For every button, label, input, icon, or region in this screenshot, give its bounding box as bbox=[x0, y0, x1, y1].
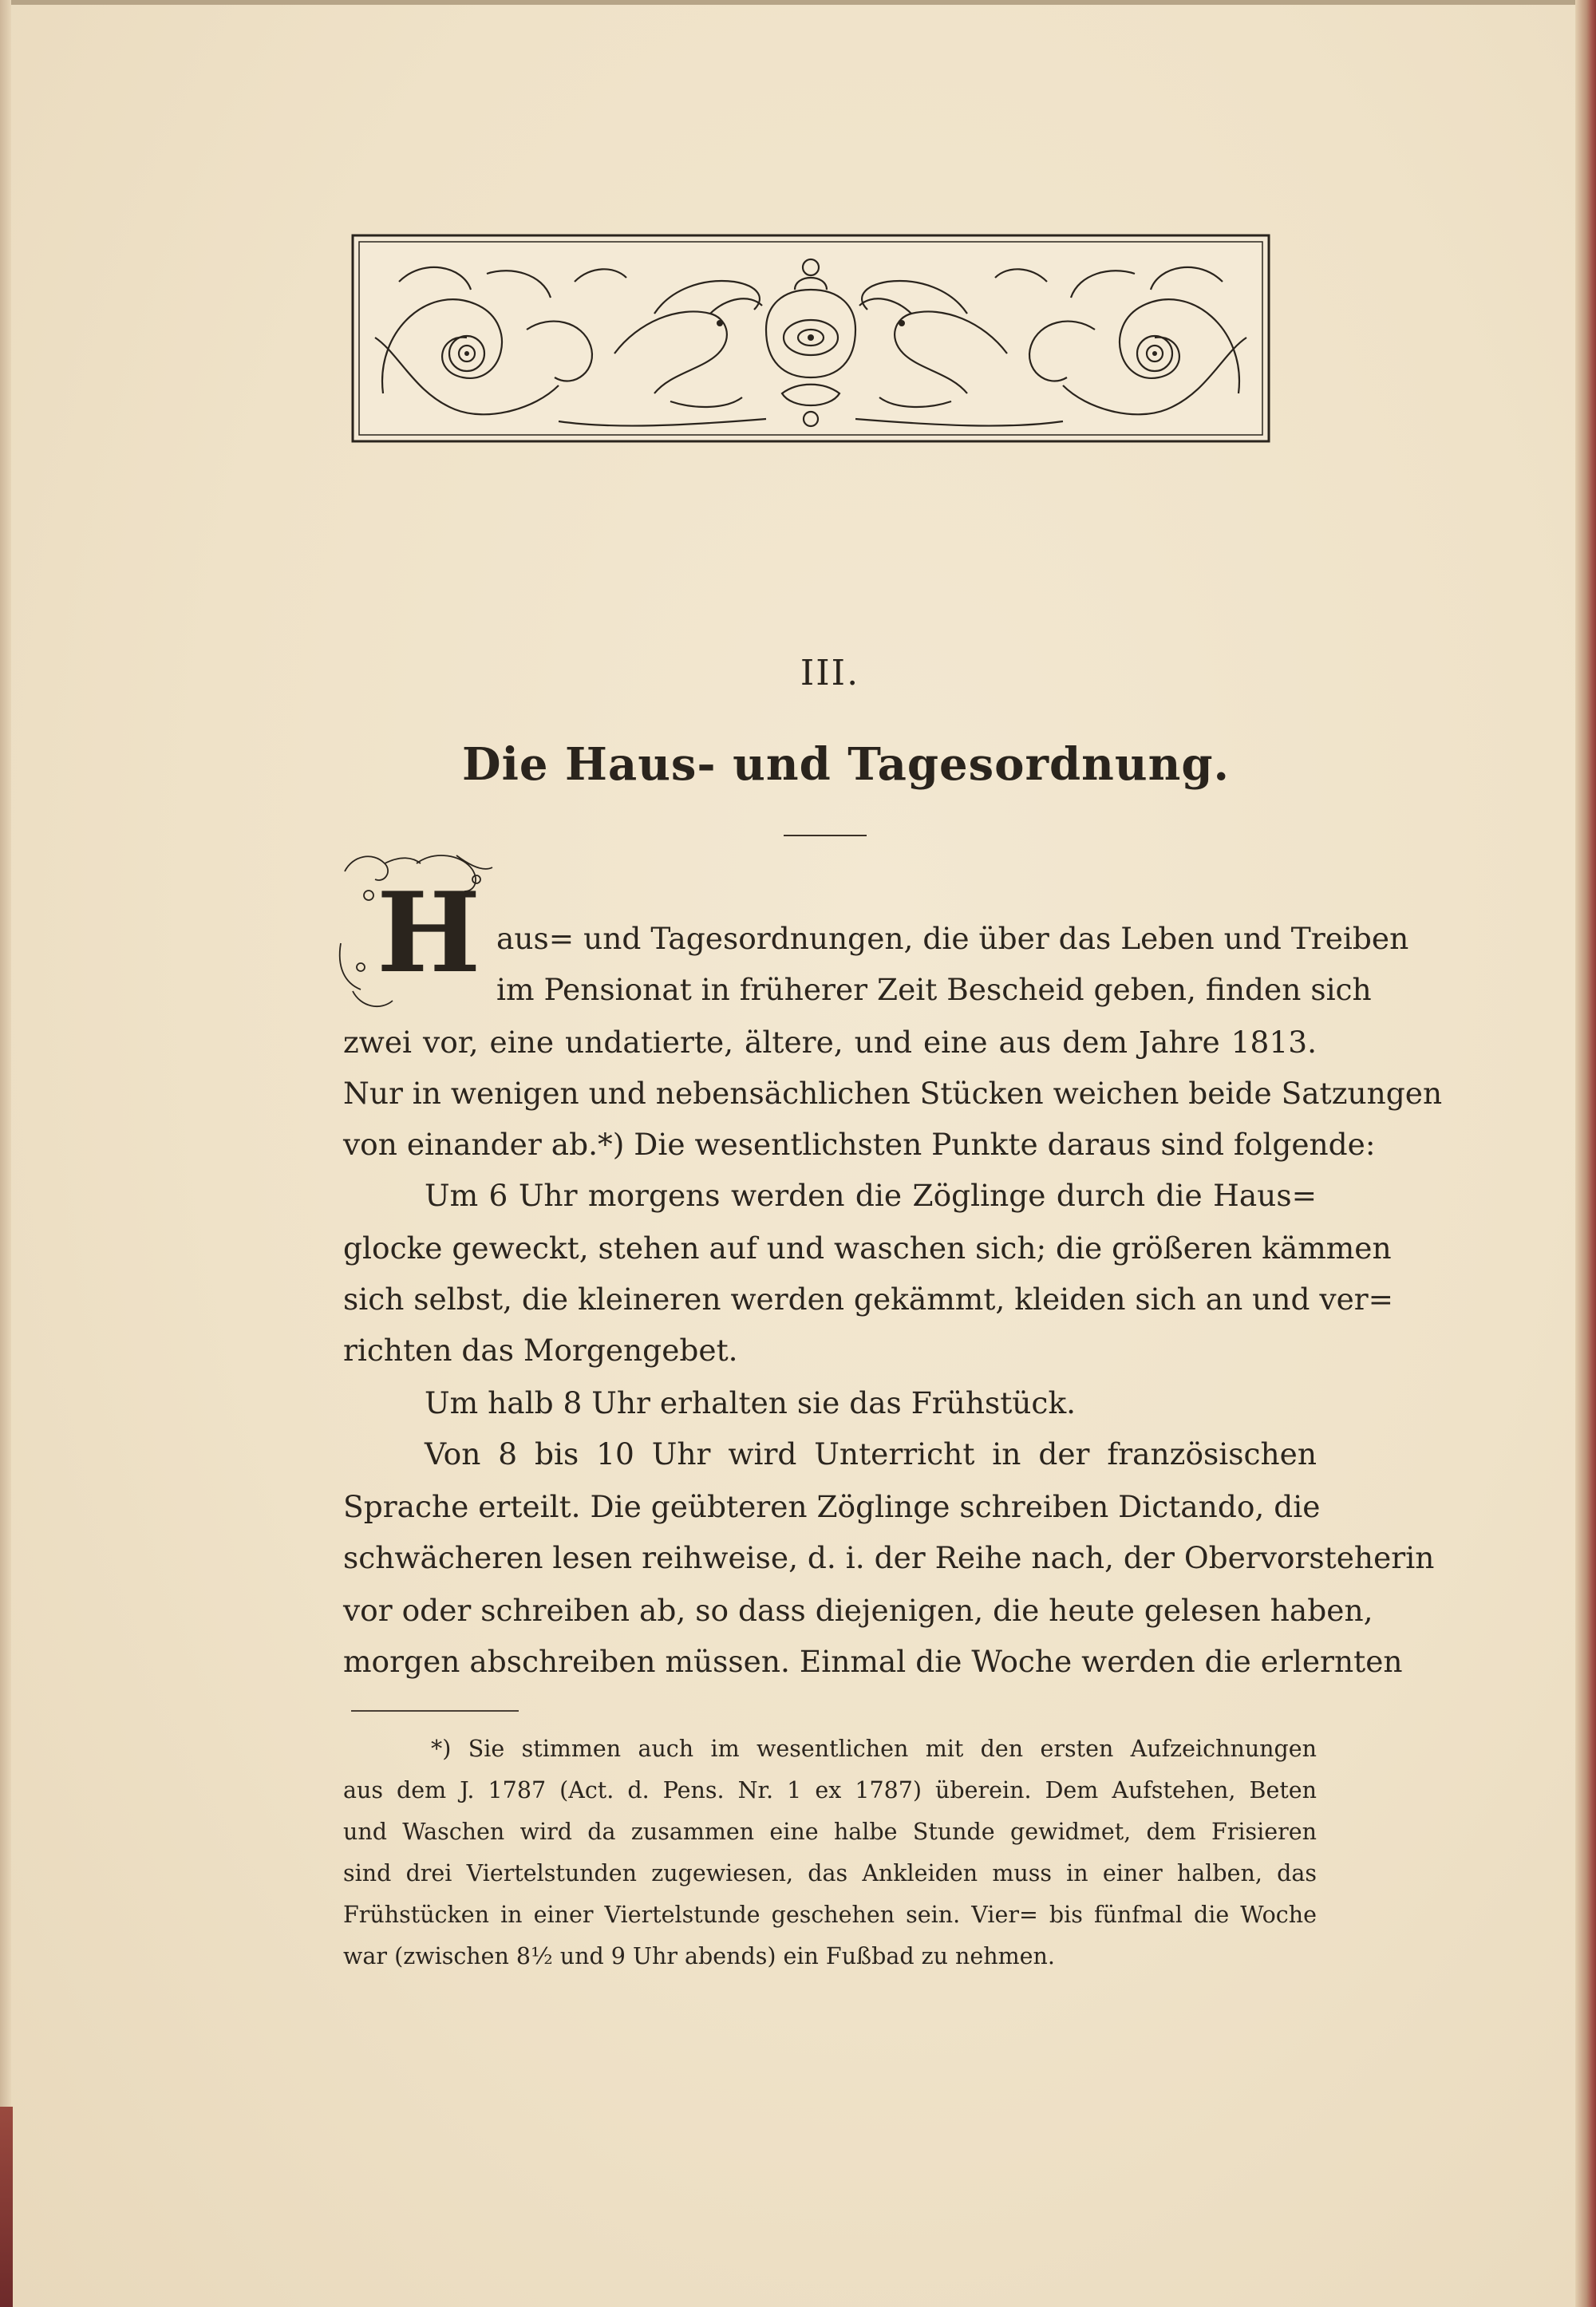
footnote-rule bbox=[351, 1710, 519, 1712]
page-gutter bbox=[0, 0, 11, 2307]
body-line-14: vor oder schreiben ab, so dass diejenigen, die heute gelesen haben, bbox=[343, 1593, 1373, 1628]
body-line-4: Nur in wenigen und nebensächlichen Stücken weichen beide Satzungen bbox=[343, 1076, 1443, 1111]
body-line-1: aus= und Tagesordnungen, die über das Leben und Treiben bbox=[496, 921, 1409, 956]
body-line-12: Sprache erteilt. Die geübteren Zöglinge schreiben Dictando, die bbox=[343, 1489, 1321, 1524]
body-line-3: zwei vor, eine undatierte, ältere, und eine aus dem Jahre 1813. bbox=[343, 1025, 1317, 1060]
footnote-line-2: aus dem J. 1787 (Act. d. Pens. Nr. 1 ex 1787) überein. Dem Aufstehen, Beten bbox=[343, 1777, 1317, 1803]
footnote-line-6: war (zwischen 8½ und 9 Uhr abends) ein Fußbad zu nehmen. bbox=[343, 1943, 1055, 1969]
body-line-9: richten das Morgengebet. bbox=[343, 1333, 738, 1368]
body-line-8: sich selbst, die kleineren werden gekämmt, kleiden sich an und ver= bbox=[343, 1282, 1394, 1317]
drop-cap-letter: H bbox=[377, 867, 481, 997]
body-line-15: morgen abschreiben müssen. Einmal die Woche werden die erlernten bbox=[343, 1644, 1403, 1679]
chapter-title: Die Haus- und Tagesordnung. bbox=[462, 738, 1230, 791]
footnote-line-3: und Waschen wird da zusammen eine halbe Stunde gewidmet, dem Frisieren bbox=[343, 1819, 1317, 1845]
body-line-11: Von 8 bis 10 Uhr wird Unterricht in der französischen bbox=[425, 1436, 1317, 1472]
page-right-edge bbox=[1575, 0, 1596, 2307]
title-divider bbox=[784, 835, 867, 836]
footnote-line-1: *) Sie stimmen auch im wesentlichen mit den ersten Aufzeichnungen bbox=[431, 1736, 1317, 1762]
body-line-10: Um halb 8 Uhr erhalten sie das Frühstück. bbox=[425, 1385, 1077, 1420]
footnote-line-5: Frühstücken in einer Viertelstunde geschehen sein. Vier= bis fünfmal die Woche bbox=[343, 1902, 1317, 1928]
body-line-6: Um 6 Uhr morgens werden die Zöglinge durch die Haus= bbox=[425, 1178, 1317, 1213]
body-line-7: glocke geweckt, stehen auf und waschen sich; die größeren kämmen bbox=[343, 1231, 1392, 1266]
body-line-2: im Pensionat in früherer Zeit Bescheid geben, finden sich bbox=[496, 972, 1372, 1007]
footnote-line-4: sind drei Viertelstunden zugewiesen, das Ankleiden muss in einer halben, das bbox=[343, 1860, 1317, 1886]
page-top-edge bbox=[0, 0, 1596, 5]
body-line-5: von einander ab.*) Die wesentlichsten Punkte daraus sind folgende: bbox=[343, 1127, 1376, 1162]
chapter-number: III. bbox=[800, 653, 860, 693]
binding-edge bbox=[0, 2107, 13, 2307]
ornamental-header-band bbox=[351, 234, 1270, 443]
body-line-13: schwächeren lesen reihweise, d. i. der Reihe nach, der Obervorsteherin bbox=[343, 1540, 1435, 1575]
